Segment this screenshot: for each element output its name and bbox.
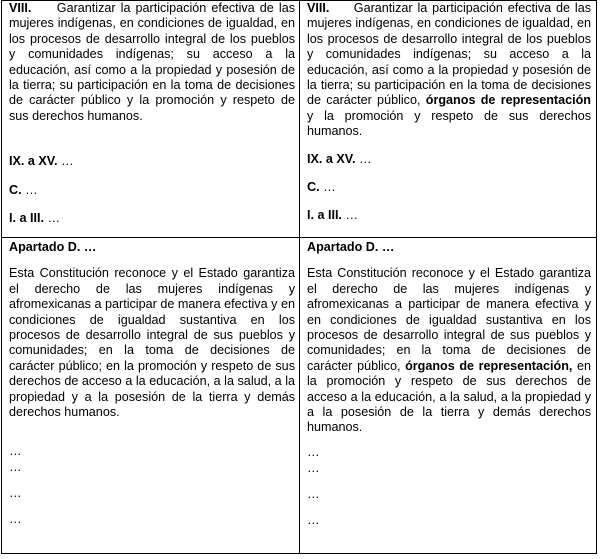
- left-cell-apartado-d: [2, 238, 300, 554]
- right-cell-apartado-d: [300, 238, 597, 554]
- left-ellipsis-3: …: [9, 486, 22, 501]
- right-ellipsis-4: …: [307, 512, 320, 527]
- left-fraction-viii-paragraph: [9, 1, 295, 124]
- left-fraction-viii-text: Garantizar la participación efectiva de las mujeres indígenas, en condiciones de igualdad, en los procesos de desarrollo integral de los pueblos y comunidades indígenas; su acceso a la educación, así como a la propiedad y posesión de la tierra; su participación en la toma de decisiones de carácter público y la promoción y respeto de sus derechos humanos.: [9, 1, 295, 123]
- right-fractions-ix-xv: IX. a XV. …: [307, 151, 372, 166]
- left-ellipsis-1: …: [9, 444, 22, 459]
- right-apartado-c: C. …: [307, 180, 336, 195]
- left-apartado-c: C. …: [9, 182, 38, 197]
- right-cell-fraction-viii: [300, 1, 597, 238]
- left-fractions-ix-xv: IX. a XV. …: [9, 154, 74, 169]
- right-fractions-i-iii: I. a III. …: [307, 208, 359, 223]
- right-ellipsis-1: …: [307, 444, 320, 459]
- left-ellipsis-list: [9, 444, 295, 538]
- right-apartado-d-heading: Apartado D. …: [307, 240, 395, 254]
- right-apartado-d-text: Esta Constitución reconoce y el Estado garantiza el derecho de las mujeres indígenas y afromexicanas a participar de manera efectiva y en condiciones de igualdad sustantiva en los procesos de desarrollo integral de sus pueblos y comunidades; en la toma de decisiones de carácter público, órganos de representación, en la promoción y respeto de sus derechos de acceso a la educación, a la salud, a la propiedad y a la posesión de la tierra y demás derechos humanos.: [307, 266, 591, 435]
- table-row-fraction-viii: [2, 1, 597, 238]
- right-fraction-viii-number: VIII.: [307, 1, 330, 15]
- left-apartado-d-heading: Apartado D. …: [9, 240, 97, 254]
- table-row-apartado-d: [2, 238, 597, 554]
- left-fractions-i-iii: I. a III. …: [9, 211, 61, 226]
- left-fraction-viii-number: VIII.: [9, 1, 32, 15]
- right-apartado-d-added-text: órganos de representación,: [400, 358, 573, 373]
- left-apartado-d-text: Esta Constitución reconoce y el Estado garantiza el derecho de las mujeres indígenas y afromexicanas a participar de manera efectiva y en condiciones de igualdad sustantiva en los procesos de desarrollo integral de sus pueblos y comunidades; en la toma de decisiones de carácter público; en la promoción y respeto de sus derechos de acceso a la educación, a la salud, a la propiedad y a la posesión de la tierra y demás derechos humanos.: [9, 266, 295, 420]
- right-fraction-viii-paragraph: VIII. Garantizar la participación efectiva de las mujeres indígenas, en condiciones de igualdad, en los procesos de desarrollo integral de los pueblos y comunidades indígenas; su acceso a la educación, así como a la propiedad y posesión de la tierra; su participación en la toma de decisiones de carácter público, órganos de representación y la promoción y respeto de sus derechos humanos.: [307, 1, 591, 139]
- left-ellipsis-4: …: [9, 512, 22, 527]
- right-ellipsis-3: …: [307, 486, 320, 501]
- comparison-table: [1, 0, 597, 554]
- right-ellipsis-2: …: [307, 460, 320, 475]
- left-ellipsis-2: …: [9, 460, 22, 475]
- right-fraction-viii-added-text: órganos de representación: [420, 93, 591, 108]
- left-cell-fraction-viii: [2, 1, 300, 238]
- right-ellipsis-list: [307, 445, 591, 539]
